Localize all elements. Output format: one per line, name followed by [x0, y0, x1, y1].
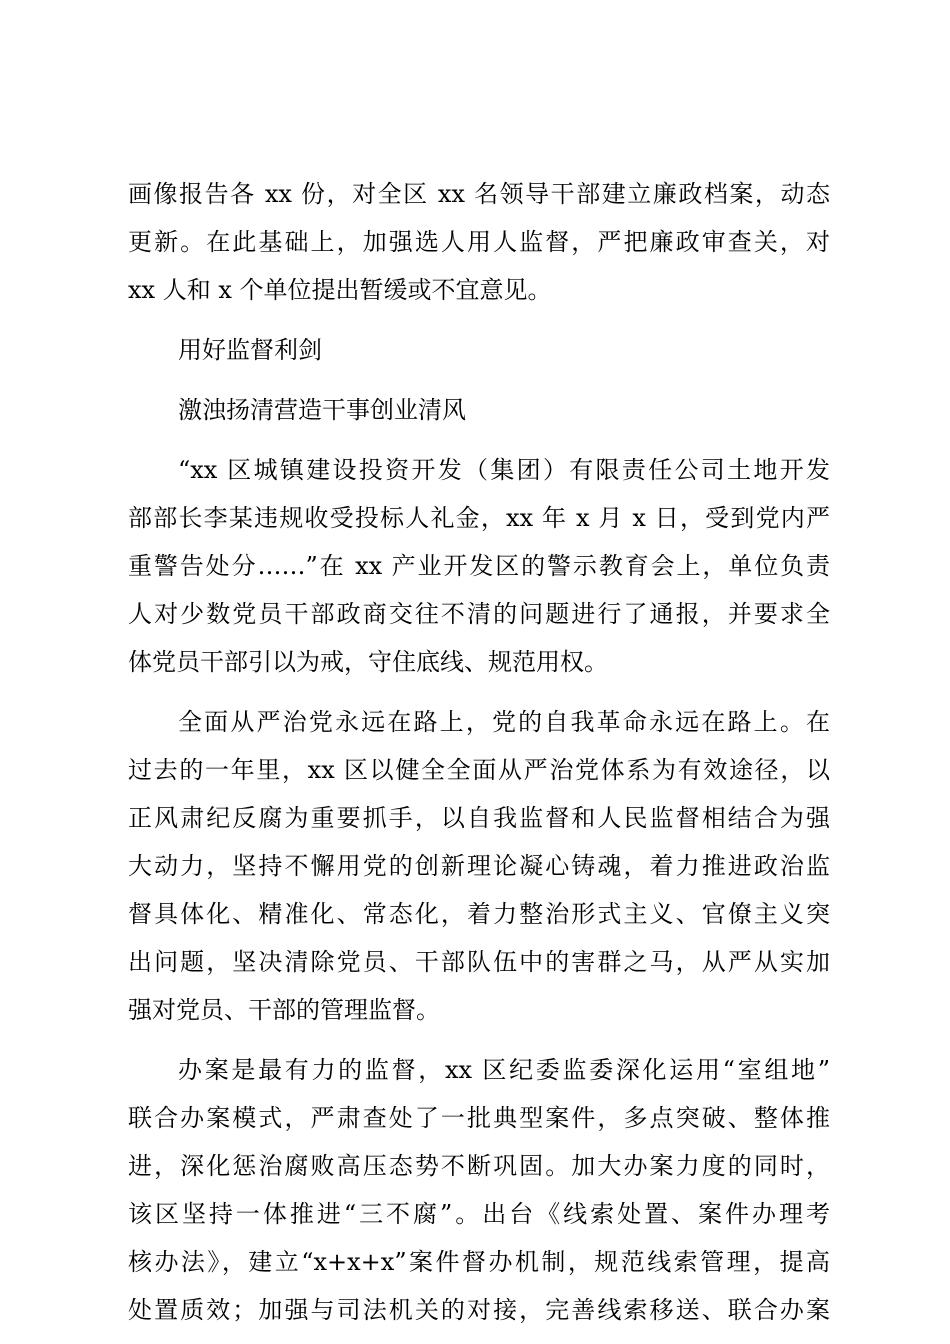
text-line: 更新。在此基础上，加强选人用人监督，严把廉政审查关，对	[128, 228, 830, 256]
section-heading: 用好监督利剑	[178, 336, 322, 364]
text-line: 联合办案模式，严肃查处了一批典型案件，多点突破、整体推	[128, 1104, 830, 1132]
text-line: 强对党员、干部的管理监督。	[128, 996, 440, 1024]
text-line: 该区坚持一体推进“三不腐”。出台《线索处置、案件办理考	[128, 1200, 830, 1228]
paragraph-governance	[128, 698, 830, 1034]
text-line: 人对少数党员干部政商交往不清的问题进行了通报，并要求全	[128, 600, 830, 628]
text-line: 进，深化惩治腐败高压态势不断巩固。加大办案力度的同时，	[128, 1152, 830, 1180]
text-line: 重警告处分……”在 xx 产业开发区的警示教育会上，单位负责	[128, 552, 830, 580]
text-line: “xx 区城镇建设投资开发（集团）有限责任公司土地开发	[178, 456, 830, 484]
section-subheading: 激浊扬清营造干事创业清风	[178, 396, 466, 424]
text-line: 办案是最有力的监督，xx 区纪委监委深化运用“室组地”	[178, 1056, 830, 1084]
text-line: 核办法》，建立“x+x+x”案件督办机制，规范线索管理，提高	[128, 1248, 830, 1276]
paragraph-quote	[128, 446, 830, 686]
text-line: 大动力，坚持不懈用党的创新理论凝心铸魂，着力推进政治监	[128, 852, 830, 880]
text-line: 部部长李某违规收受投标人礼金，xx 年 x 月 x 日，受到党内严	[128, 504, 830, 532]
document-body	[128, 170, 830, 1334]
text-line: 督具体化、精准化、常态化，着力整治形式主义、官僚主义突	[128, 900, 830, 928]
text-line: 体党员干部引以为戒，守住底线、规范用权。	[128, 648, 608, 676]
text-line: xx 人和 x 个单位提出暂缓或不宜意见。	[128, 276, 552, 304]
text-line: 过去的一年里，xx 区以健全全面从严治党体系为有效途径，以	[128, 756, 830, 784]
paragraph-case-handling	[128, 1046, 830, 1334]
text-line: 画像报告各 xx 份，对全区 xx 名领导干部建立廉政档案，动态	[128, 180, 830, 208]
paragraph-continuation	[128, 170, 830, 314]
text-line: 全面从严治党永远在路上，党的自我革命永远在路上。在	[178, 708, 830, 736]
text-line: 处置质效；加强与司法机关的对接，完善线索移送、联合办案	[128, 1296, 830, 1324]
text-line: 正风肃纪反腐为重要抓手，以自我监督和人民监督相结合为强	[128, 804, 830, 832]
text-line: 出问题，坚决清除党员、干部队伍中的害群之马，从严从实加	[128, 948, 830, 976]
